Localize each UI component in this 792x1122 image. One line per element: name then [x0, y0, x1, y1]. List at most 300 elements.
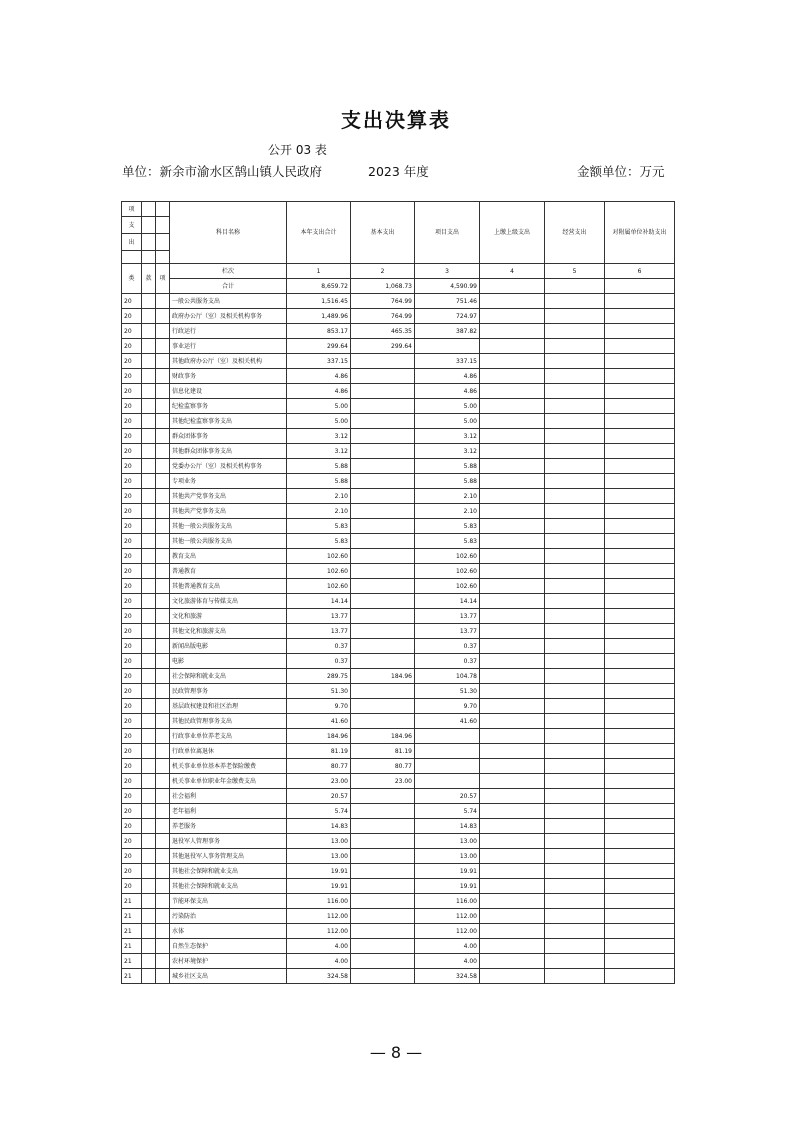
form-number: 公开 03 表: [268, 143, 327, 157]
row-kuan: [142, 504, 156, 519]
code-head-d: 支: [122, 217, 142, 234]
row-name: 其他政府办公厅（室）及相关机构: [170, 354, 287, 369]
row-kuan: [142, 669, 156, 684]
row-upper: [480, 504, 545, 519]
row-xiang: [156, 414, 170, 429]
row-xiang: [156, 624, 170, 639]
row-code: 20: [122, 654, 142, 669]
total-header: 本年支出合计: [287, 202, 351, 264]
row-upper: [480, 729, 545, 744]
row-total: 4.86: [287, 369, 351, 384]
row-total: 19.91: [287, 864, 351, 879]
project-sum: 4,590.99: [415, 279, 480, 294]
row-basic: [351, 909, 415, 924]
code-head-e: [142, 217, 156, 234]
row-xiang: [156, 594, 170, 609]
col-6-number: 6: [605, 264, 675, 279]
row-xiang: [156, 669, 170, 684]
amount-unit-label: 金额单位：万元: [577, 164, 665, 179]
row-subsidy: [605, 429, 675, 444]
row-xiang: [156, 399, 170, 414]
row-kuan: [142, 549, 156, 564]
lei-header: 类: [122, 264, 142, 294]
row-name: 电影: [170, 654, 287, 669]
table-row: [122, 429, 675, 444]
row-basic: [351, 579, 415, 594]
row-xiang: [156, 354, 170, 369]
row-subsidy: [605, 879, 675, 894]
table-row: [122, 339, 675, 354]
row-basic: [351, 894, 415, 909]
row-business: [545, 399, 605, 414]
row-xiang: [156, 504, 170, 519]
row-kuan: [142, 699, 156, 714]
row-name: 城乡社区支出: [170, 969, 287, 984]
row-upper: [480, 789, 545, 804]
row-project: [415, 339, 480, 354]
table-row: [122, 609, 675, 624]
row-xiang: [156, 879, 170, 894]
col-1-number: 1: [287, 264, 351, 279]
row-kuan: [142, 399, 156, 414]
row-subsidy: [605, 384, 675, 399]
lanci-label: 栏次: [170, 264, 287, 279]
row-basic: 465.35: [351, 324, 415, 339]
row-project: 112.00: [415, 909, 480, 924]
row-code: 21: [122, 939, 142, 954]
row-basic: [351, 564, 415, 579]
row-project: 116.00: [415, 894, 480, 909]
table-row: [122, 729, 675, 744]
row-basic: 184.96: [351, 729, 415, 744]
row-upper: [480, 474, 545, 489]
row-total: 337.15: [287, 354, 351, 369]
table-row: [122, 924, 675, 939]
row-subsidy: [605, 639, 675, 654]
col-2-number: 2: [351, 264, 415, 279]
row-code: 20: [122, 834, 142, 849]
row-kuan: [142, 594, 156, 609]
row-upper: [480, 609, 545, 624]
row-name: 其他民政管理事务支出: [170, 714, 287, 729]
table-row: [122, 759, 675, 774]
row-upper: [480, 519, 545, 534]
row-basic: [351, 354, 415, 369]
row-total: 2.10: [287, 489, 351, 504]
row-subsidy: [605, 894, 675, 909]
row-subsidy: [605, 324, 675, 339]
row-subsidy: [605, 489, 675, 504]
row-name: 行政事业单位养老支出: [170, 729, 287, 744]
row-kuan: [142, 684, 156, 699]
row-total: 2.10: [287, 504, 351, 519]
table-row: [122, 309, 675, 324]
project-header: 项目支出: [415, 202, 480, 264]
row-subsidy: [605, 909, 675, 924]
row-subsidy: [605, 774, 675, 789]
row-total: 4.00: [287, 954, 351, 969]
row-kuan: [142, 354, 156, 369]
table-row: [122, 774, 675, 789]
row-subsidy: [605, 504, 675, 519]
table-row: [122, 414, 675, 429]
row-xiang: [156, 924, 170, 939]
row-xiang: [156, 444, 170, 459]
row-business: [545, 909, 605, 924]
row-name: 社会保障和就业支出: [170, 669, 287, 684]
row-name: 财政事务: [170, 369, 287, 384]
row-business: [545, 834, 605, 849]
row-kuan: [142, 714, 156, 729]
row-code: 20: [122, 639, 142, 654]
row-project: 3.12: [415, 444, 480, 459]
row-name: 农村环境保护: [170, 954, 287, 969]
table-row: [122, 969, 675, 984]
table-body: [122, 294, 675, 984]
row-business: [545, 519, 605, 534]
row-upper: [480, 909, 545, 924]
row-upper: [480, 564, 545, 579]
row-upper: [480, 639, 545, 654]
row-xiang: [156, 519, 170, 534]
row-code: 20: [122, 864, 142, 879]
row-xiang: [156, 834, 170, 849]
row-business: [545, 954, 605, 969]
row-subsidy: [605, 729, 675, 744]
row-total: 184.96: [287, 729, 351, 744]
row-subsidy: [605, 579, 675, 594]
row-project: 4.86: [415, 384, 480, 399]
row-xiang: [156, 819, 170, 834]
row-kuan: [142, 429, 156, 444]
row-basic: [351, 684, 415, 699]
row-project: 751.46: [415, 294, 480, 309]
table-row: [122, 849, 675, 864]
row-business: [545, 669, 605, 684]
row-code: 20: [122, 579, 142, 594]
row-name: 机关事业单位职业年金缴费支出: [170, 774, 287, 789]
row-upper: [480, 414, 545, 429]
row-code: 20: [122, 309, 142, 324]
row-business: [545, 609, 605, 624]
row-code: 20: [122, 744, 142, 759]
row-code: 20: [122, 534, 142, 549]
row-kuan: [142, 414, 156, 429]
row-upper: [480, 684, 545, 699]
row-project: 4.00: [415, 939, 480, 954]
row-name: 事业运行: [170, 339, 287, 354]
row-total: 41.60: [287, 714, 351, 729]
row-business: [545, 444, 605, 459]
row-project: 337.15: [415, 354, 480, 369]
row-code: 20: [122, 564, 142, 579]
row-name: 普通教育: [170, 564, 287, 579]
row-kuan: [142, 624, 156, 639]
row-basic: [351, 954, 415, 969]
row-code: 20: [122, 549, 142, 564]
row-business: [545, 369, 605, 384]
row-business: [545, 294, 605, 309]
row-name: 新闻出版电影: [170, 639, 287, 654]
row-xiang: [156, 534, 170, 549]
row-kuan: [142, 639, 156, 654]
code-head-g: 出: [122, 234, 142, 251]
row-business: [545, 969, 605, 984]
row-kuan: [142, 774, 156, 789]
row-upper: [480, 579, 545, 594]
row-kuan: [142, 954, 156, 969]
row-xiang: [156, 564, 170, 579]
row-kuan: [142, 369, 156, 384]
row-basic: 184.96: [351, 669, 415, 684]
row-total: 112.00: [287, 909, 351, 924]
row-basic: [351, 879, 415, 894]
row-name: 文化旅游体育与传媒支出: [170, 594, 287, 609]
row-upper: [480, 714, 545, 729]
row-total: 13.77: [287, 609, 351, 624]
row-kuan: [142, 294, 156, 309]
row-subsidy: [605, 549, 675, 564]
row-xiang: [156, 609, 170, 624]
row-name: 党委办公厅（室）及相关机构事务: [170, 459, 287, 474]
row-kuan: [142, 864, 156, 879]
row-total: 4.86: [287, 384, 351, 399]
row-basic: [351, 474, 415, 489]
row-total: 80.77: [287, 759, 351, 774]
row-subsidy: [605, 624, 675, 639]
row-business: [545, 384, 605, 399]
upper-sum: [480, 279, 545, 294]
row-name: 纪检监察事务: [170, 399, 287, 414]
row-name: 污染防治: [170, 909, 287, 924]
row-upper: [480, 879, 545, 894]
row-kuan: [142, 909, 156, 924]
row-business: [545, 924, 605, 939]
row-upper: [480, 324, 545, 339]
row-subsidy: [605, 459, 675, 474]
row-basic: [351, 654, 415, 669]
row-business: [545, 309, 605, 324]
row-kuan: [142, 759, 156, 774]
row-business: [545, 714, 605, 729]
row-basic: [351, 609, 415, 624]
row-business: [545, 789, 605, 804]
row-total: 4.00: [287, 939, 351, 954]
row-basic: [351, 534, 415, 549]
row-upper: [480, 534, 545, 549]
unit-label: 单位：新余市渝水区鹄山镇人民政府: [122, 164, 323, 179]
row-project: 104.78: [415, 669, 480, 684]
row-business: [545, 489, 605, 504]
row-basic: [351, 414, 415, 429]
row-name: 机关事业单位基本养老保险缴费: [170, 759, 287, 774]
row-project: 102.60: [415, 549, 480, 564]
row-code: 20: [122, 714, 142, 729]
table-row: [122, 879, 675, 894]
row-kuan: [142, 729, 156, 744]
row-business: [545, 504, 605, 519]
row-code: 20: [122, 519, 142, 534]
row-xiang: [156, 384, 170, 399]
row-xiang: [156, 294, 170, 309]
row-upper: [480, 744, 545, 759]
row-project: 4.86: [415, 369, 480, 384]
row-upper: [480, 624, 545, 639]
table-row: [122, 369, 675, 384]
row-kuan: [142, 894, 156, 909]
row-project: 387.82: [415, 324, 480, 339]
upper-header: 上缴上级支出: [480, 202, 545, 264]
row-business: [545, 339, 605, 354]
row-xiang: [156, 579, 170, 594]
row-upper: [480, 294, 545, 309]
row-name: 其他社会保障和就业支出: [170, 864, 287, 879]
row-xiang: [156, 774, 170, 789]
row-subsidy: [605, 519, 675, 534]
row-business: [545, 594, 605, 609]
row-kuan: [142, 474, 156, 489]
row-xiang: [156, 369, 170, 384]
row-total: 853.17: [287, 324, 351, 339]
row-business: [545, 474, 605, 489]
row-total: 102.60: [287, 564, 351, 579]
row-total: 5.83: [287, 534, 351, 549]
table-row: [122, 384, 675, 399]
header-row-1: [122, 202, 675, 217]
row-total: 13.00: [287, 834, 351, 849]
row-code: 20: [122, 339, 142, 354]
row-xiang: [156, 939, 170, 954]
row-kuan: [142, 804, 156, 819]
row-business: [545, 759, 605, 774]
row-name: 政府办公厅（室）及相关机构事务: [170, 309, 287, 324]
row-total: 20.57: [287, 789, 351, 804]
code-head-c: [156, 202, 170, 217]
row-name: 其他群众团体事务支出: [170, 444, 287, 459]
row-business: [545, 639, 605, 654]
row-subsidy: [605, 864, 675, 879]
row-basic: [351, 804, 415, 819]
row-code: 20: [122, 474, 142, 489]
col-3-number: 3: [415, 264, 480, 279]
row-code: 20: [122, 669, 142, 684]
row-upper: [480, 444, 545, 459]
row-name: 自然生态保护: [170, 939, 287, 954]
row-upper: [480, 654, 545, 669]
row-project: 324.58: [415, 969, 480, 984]
row-total: 5.74: [287, 804, 351, 819]
row-upper: [480, 849, 545, 864]
row-kuan: [142, 519, 156, 534]
table-row: [122, 579, 675, 594]
table-row: [122, 954, 675, 969]
row-subsidy: [605, 399, 675, 414]
table-row: [122, 399, 675, 414]
row-upper: [480, 804, 545, 819]
row-kuan: [142, 819, 156, 834]
row-name: 基层政权建设和社区治理: [170, 699, 287, 714]
row-business: [545, 744, 605, 759]
row-basic: 764.99: [351, 294, 415, 309]
row-total: 0.37: [287, 639, 351, 654]
row-subsidy: [605, 699, 675, 714]
table-row: [122, 504, 675, 519]
row-kuan: [142, 969, 156, 984]
row-code: 20: [122, 384, 142, 399]
row-subsidy: [605, 939, 675, 954]
table-row: [122, 819, 675, 834]
row-total: 5.88: [287, 459, 351, 474]
row-subsidy: [605, 414, 675, 429]
row-total: 0.37: [287, 654, 351, 669]
subsidy-sum: [605, 279, 675, 294]
row-business: [545, 819, 605, 834]
row-subsidy: [605, 669, 675, 684]
row-subsidy: [605, 759, 675, 774]
row-business: [545, 654, 605, 669]
row-name: 一般公共服务支出: [170, 294, 287, 309]
row-upper: [480, 384, 545, 399]
row-upper: [480, 939, 545, 954]
basic-header: 基本支出: [351, 202, 415, 264]
row-upper: [480, 774, 545, 789]
row-name: 其他普通教育支出: [170, 579, 287, 594]
row-kuan: [142, 879, 156, 894]
row-basic: [351, 399, 415, 414]
row-upper: [480, 894, 545, 909]
row-name: 行政单位离退休: [170, 744, 287, 759]
row-business: [545, 429, 605, 444]
row-subsidy: [605, 594, 675, 609]
row-code: 20: [122, 504, 142, 519]
row-subsidy: [605, 654, 675, 669]
row-total: 23.00: [287, 774, 351, 789]
row-name: 其他共产党事务支出: [170, 489, 287, 504]
row-business: [545, 354, 605, 369]
row-basic: [351, 789, 415, 804]
row-subsidy: [605, 309, 675, 324]
row-total: 81.19: [287, 744, 351, 759]
table-row: [122, 864, 675, 879]
row-kuan: [142, 564, 156, 579]
row-basic: [351, 594, 415, 609]
row-name: 其他退役军人事务管理支出: [170, 849, 287, 864]
row-name: 老年福利: [170, 804, 287, 819]
code-head-h: [142, 234, 156, 251]
code-head-k: [142, 251, 156, 264]
row-basic: [351, 969, 415, 984]
row-code: 20: [122, 444, 142, 459]
row-upper: [480, 759, 545, 774]
table-row: [122, 624, 675, 639]
row-xiang: [156, 474, 170, 489]
row-name: 民政管理事务: [170, 684, 287, 699]
row-upper: [480, 489, 545, 504]
row-xiang: [156, 804, 170, 819]
row-code: 20: [122, 849, 142, 864]
row-basic: [351, 549, 415, 564]
code-head-b: [142, 202, 156, 217]
row-xiang: [156, 639, 170, 654]
row-total: 1,516.45: [287, 294, 351, 309]
row-project: 13.00: [415, 834, 480, 849]
row-code: 20: [122, 399, 142, 414]
row-project: 0.37: [415, 654, 480, 669]
row-total: 5.83: [287, 519, 351, 534]
row-total: 13.00: [287, 849, 351, 864]
row-subsidy: [605, 834, 675, 849]
row-basic: [351, 924, 415, 939]
